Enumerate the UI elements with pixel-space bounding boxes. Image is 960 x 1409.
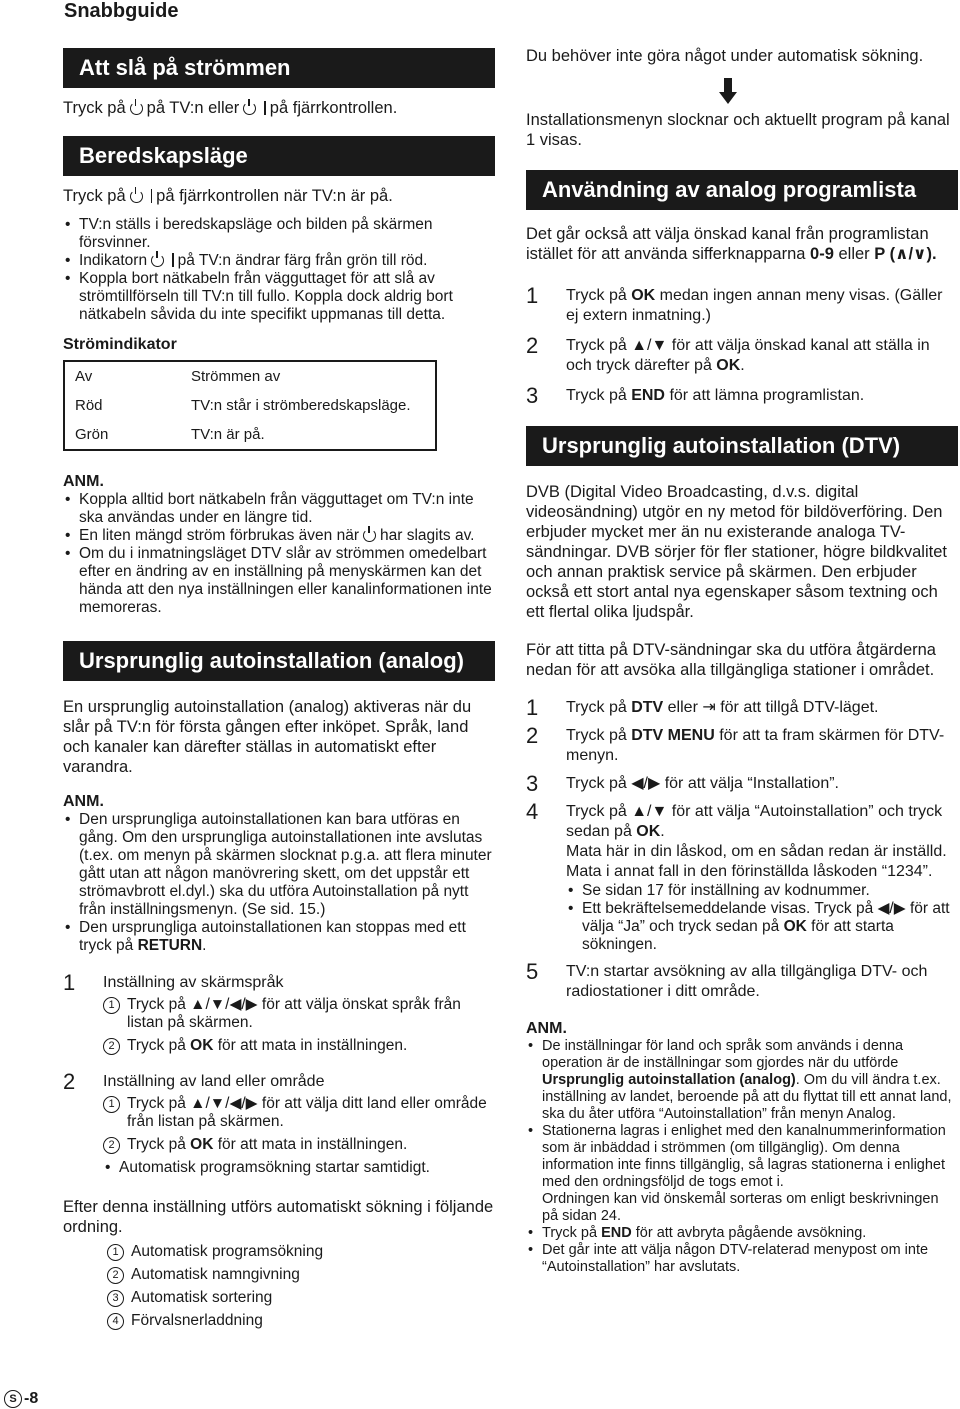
step-1: 1 Tryck på DTV eller ⇥ för att tillgå DTV-läget. xyxy=(526,695,879,720)
note-list xyxy=(63,491,495,617)
substep: 2 Tryck på OK för att mata in inställningen. xyxy=(103,1037,495,1055)
list-item: • En liten mängd ström förbrukas även när har slagits av. xyxy=(63,527,495,545)
standby-list xyxy=(63,216,495,324)
section-title-autoinstall-analog: Ursprunglig autoinstallation (analog) xyxy=(63,641,495,681)
list-item: 4 Förvalsnerladdning xyxy=(107,1312,495,1330)
note-list xyxy=(63,811,495,955)
dtv-intro: DVB (Digital Video Broadcasting, d.v.s. digital videosändning) utgör en ny metod för bildöverföring. Den erbjuder mycket mer än nu existerande analoga TV-sändningar. DVB sörjer för fler stationer, högre bildkvalitet och annan praktisk service på skärmen. Den erbjuder också ett stort antal nya egenskaper såsom textning och ett flertal olika ljudspår. xyxy=(526,483,947,621)
analog-list-intro: Det går också att välja önskad kanal från programlistan istället för att använda sifferknapparna 0-9 eller P (∧/∨). xyxy=(526,225,937,263)
list-item: • Om du i inmatningsläget DTV slår av strömmen omedelbart efter en ändring av en inställning på menyskärmen kan det hända att den nya inställningen eller kanalinformationen inte memoreras. xyxy=(63,545,495,617)
list-item: • TV:n ställs i beredskapsläge och bilden på skärmen försvinner. xyxy=(63,216,495,252)
after-text: Efter denna inställning utförs automatiskt sökning i följande ordning. xyxy=(63,1198,494,1236)
power-icon xyxy=(243,102,256,115)
note-heading: ANM. xyxy=(63,473,104,490)
list-item: 2 Automatisk namngivning xyxy=(107,1266,495,1284)
list-item: • De inställningar för land och språk som används i denna operation är de inställningar som gjordes när du utförde Ursprunglig autoinstallation (analog). Om du vill ändra t.ex. inställning av landet, beroende på att du flyttat till ett annat land, ska du åter utföra “Autoinstallation” från menyn Analog. xyxy=(526,1038,958,1123)
note-list xyxy=(526,1038,958,1276)
step-title: Inställning av land eller område xyxy=(103,1073,325,1090)
list-item: • Den ursprungliga autoinstallationen kan stoppas med ett tryck på RETURN. xyxy=(63,919,495,955)
step-3: 3 Tryck på ◀/▶ för att välja “Installation”. xyxy=(526,771,839,796)
page-title: Snabbguide xyxy=(64,0,179,22)
section-title-standby: Beredskapsläge xyxy=(63,136,495,176)
input-icon: ⇥ xyxy=(702,699,716,716)
indicator-title: Strömindikator xyxy=(63,336,177,353)
dtv-steps xyxy=(526,695,958,1002)
substep: 1 Tryck på ▲/▼/◀/▶ för att välja önskat språk från listan på skärmen. xyxy=(103,996,495,1032)
search-note: Du behöver inte göra något under automatisk sökning. xyxy=(526,47,924,65)
list-item: • Indikatorn på TV:n ändrar färg från grön till röd. xyxy=(63,252,495,270)
autoinstall-intro: En ursprunglig autoinstallation (analog) aktiveras när du slår på TV:n för första gången efter inköpet. Språk, land och kanaler kan därefter ställas in automatiskt efter varandra. xyxy=(63,698,472,776)
s-circle-icon: S xyxy=(4,1390,22,1408)
list-item: • Koppla alltid bort nätkabeln från vägguttaget om TV:n inte ska användas under en längre tid. xyxy=(63,491,495,527)
substep: 2 Tryck på OK för att mata in inställningen. xyxy=(103,1136,495,1154)
step-1: 1 Tryck på OK medan ingen annan meny visas. (Gäller ej extern inmatning.) xyxy=(526,283,943,324)
power-icon xyxy=(363,529,376,542)
order-list xyxy=(107,1243,495,1330)
dtv-intro-2: För att titta på DTV-sändningar ska du utföra åtgärderna nedan för att avsöka alla tillgängliga stationer i området. xyxy=(526,641,936,679)
step-2: 2 Tryck på ▲/▼ för att välja önskad kanal att ställa in och tryck därefter på OK. xyxy=(526,333,930,374)
step-2: 2 Tryck på DTV MENU för att ta fram skärmen för DTV-menyn. xyxy=(526,723,945,764)
note-heading: ANM. xyxy=(526,1020,567,1037)
power-on-text: Tryck på på TV:n eller på fjärrkontrollen. xyxy=(63,99,398,117)
analog-steps xyxy=(526,283,958,408)
step-3: 3 Tryck på END för att lämna programlistan. xyxy=(526,383,865,408)
list-item: 3 Automatisk sortering xyxy=(107,1289,495,1307)
list-item: • Det går inte att välja någon DTV-relaterad menypost om inte “Autoinstallation” har avslutats. xyxy=(526,1242,958,1276)
right-column xyxy=(526,46,958,1276)
table-row: Röd TV:n står i strömberedskapsläge. xyxy=(75,397,411,414)
table-row: Av Strömmen av xyxy=(75,368,281,385)
step-4: 4 Tryck på ▲/▼ för att välja “Autoinstallation” och tryck sedan på OK. Mata här in din låskod, om en sådan redan är inställd. Mata i annat fall in den förinställda låskoden “1234”. • Se sidan 17 för inställning av kodnummer. • Ett bekräftelsemeddelande visas. Tryck på ◀/▶ för att välja “Ja” och tryck sedan på OK för att starta sökningen. xyxy=(526,802,958,954)
table-row: Grön TV:n är på. xyxy=(75,426,265,443)
left-column xyxy=(63,48,495,1335)
indicator-table xyxy=(63,360,437,451)
arrow-down-icon xyxy=(719,92,737,104)
list-item: • Ett bekräftelsemeddelande visas. Tryck på ◀/▶ för att välja “Ja” och tryck sedan på OK för att starta sökningen. xyxy=(566,900,958,954)
list-item: • Koppla bort nätkabeln från vägguttaget för att slå av strömtillförseln till TV:n till fullo. Koppla dock aldrig bort nätkabeln såvida du inte specifikt uppmanas till detta. xyxy=(63,270,495,324)
section-title-analog-list: Användning av analog programlista xyxy=(526,170,958,210)
step-2: 2 Inställning av land eller område 1 Tryck på ▲/▼/◀/▶ för att välja ditt land eller område från listan på skärmen. 2 Tryck på OK för att mata in inställningen. • Automatisk programsökning startar samtidigt. xyxy=(63,1072,495,1177)
list-item: • Automatisk programsökning startar samtidigt. xyxy=(103,1159,495,1177)
note-heading: ANM. xyxy=(63,793,104,810)
power-icon xyxy=(130,102,143,115)
step-1: 1 Inställning av skärmspråk 1 Tryck på ▲/▼/◀/▶ för att välja önskat språk från listan på skärmen. 2 Tryck på OK för att mata in inställningen. xyxy=(63,973,495,1060)
list-item: • Den ursprungliga autoinstallationen kan bara utföras en gång. Om den ursprungliga autoinstallationen inte avslutas (t.ex. om menyn på skärmen slocknat p.g.a. att flera minuter gått utan att någon manövrering skett, om det uppstår ett strömavbrott el.dyl.) ska du utföra Autoinstallation på nytt från inställningsmenyn. (Se sid. 15.) xyxy=(63,811,495,919)
step-5: 5 TV:n startar avsökning av alla tillgängliga DTV- och radiostationer i ditt område. xyxy=(526,959,928,1000)
power-icon xyxy=(151,254,164,267)
substep: 1 Tryck på ▲/▼/◀/▶ för att välja ditt land eller område från listan på skärmen. xyxy=(103,1095,495,1131)
list-item: 1 Automatisk programsökning xyxy=(107,1243,495,1261)
step-title: Inställning av skärmspråk xyxy=(103,974,284,991)
section-title-power-on: Att slå på strömmen xyxy=(63,48,495,88)
list-item: • Tryck på END för att avbryta pågående avsökning. xyxy=(526,1225,958,1242)
standby-text: Tryck på på fjärrkontrollen när TV:n är på. xyxy=(63,187,393,205)
page-number: S -8 xyxy=(4,1390,38,1408)
power-icon xyxy=(130,190,143,203)
section-title-autoinstall-dtv: Ursprunglig autoinstallation (DTV) xyxy=(526,426,958,466)
list-item: • Se sidan 17 för inställning av kodnummer. xyxy=(566,882,958,900)
list-item: • Stationerna lagras i enlighet med den kanalnummerinformation som är inbäddad i strömmen (om tillgänglig). Om denna information inte finns tillgänglig, så lagras stationerna i enlighet med den ordningsföljd de togs emot i. Ordningen kan vid önskemål sorteras om enligt beskrivningen på sidan 24. xyxy=(526,1123,958,1225)
menu-close-note: Installationsmenyn slocknar och aktuellt program på kanal 1 visas. xyxy=(526,111,950,149)
